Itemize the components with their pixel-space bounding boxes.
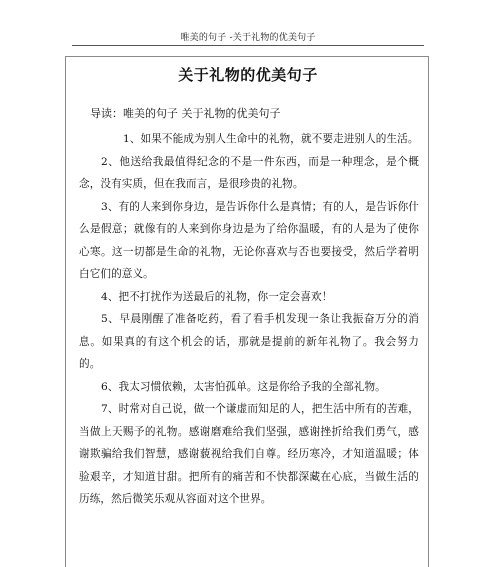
paragraph-3: 3、有的人来到你身边，是告诉你什么是真情；有的人，是告诉你什么是假意；就像有的人来到你身边是为了给你温暖，有的人是为了使你心寒。这一切都是生命的礼物，无论你喜欢与否也要接受，然后学着明白它们的意义。 [79,200,419,280]
paragraph-2: 2、他送给我最值得纪念的不是一件东西，而是一种理念，是个概念，没有实质，但在我而言，是很珍贵的礼物。 [79,155,419,190]
document-body [79,128,419,511]
document-title: 关于礼物的优美句子 [178,66,318,84]
paragraph-7: 7、时常对自己说，做一个谦虚而知足的人，把生活中所有的苦难，当做上天赐予的礼物。感谢磨难给我们坚强，感谢挫折给我们勇气，感谢欺骗给我们智慧，感谢藐视给我们自尊。经历寒冷，才知道温暖；体验艰辛，才知道甘甜。把所有的痛苦和不快都深藏在心底，当做生活的历练，然后微笑乐观从容面对这个世界。 [79,403,419,505]
header-divider [72,45,424,46]
intro-line: 导读：唯美的句子 关于礼物的优美句子 [90,107,281,120]
paragraph-5: 5、早晨刚醒了准备吃药，看了看手机发现一条让我振奋万分的消息。如果真的有这个机会的话，那就是提前的新年礼物了。我会努力的。 [79,313,419,370]
paragraph-6: 6、我太习惯依赖，太害怕孤单。这是你给予我的全部礼物。 [101,380,386,393]
paragraph-1: 1、如果不能成为别人生命中的礼物，就不要走进别人的生活。 [123,133,419,145]
paragraph-4: 4、把不打扰作为送最后的礼物，你一定会喜欢！ [101,290,333,303]
running-header: 唯美的句子 -关于礼物的优美句子 [180,33,316,43]
